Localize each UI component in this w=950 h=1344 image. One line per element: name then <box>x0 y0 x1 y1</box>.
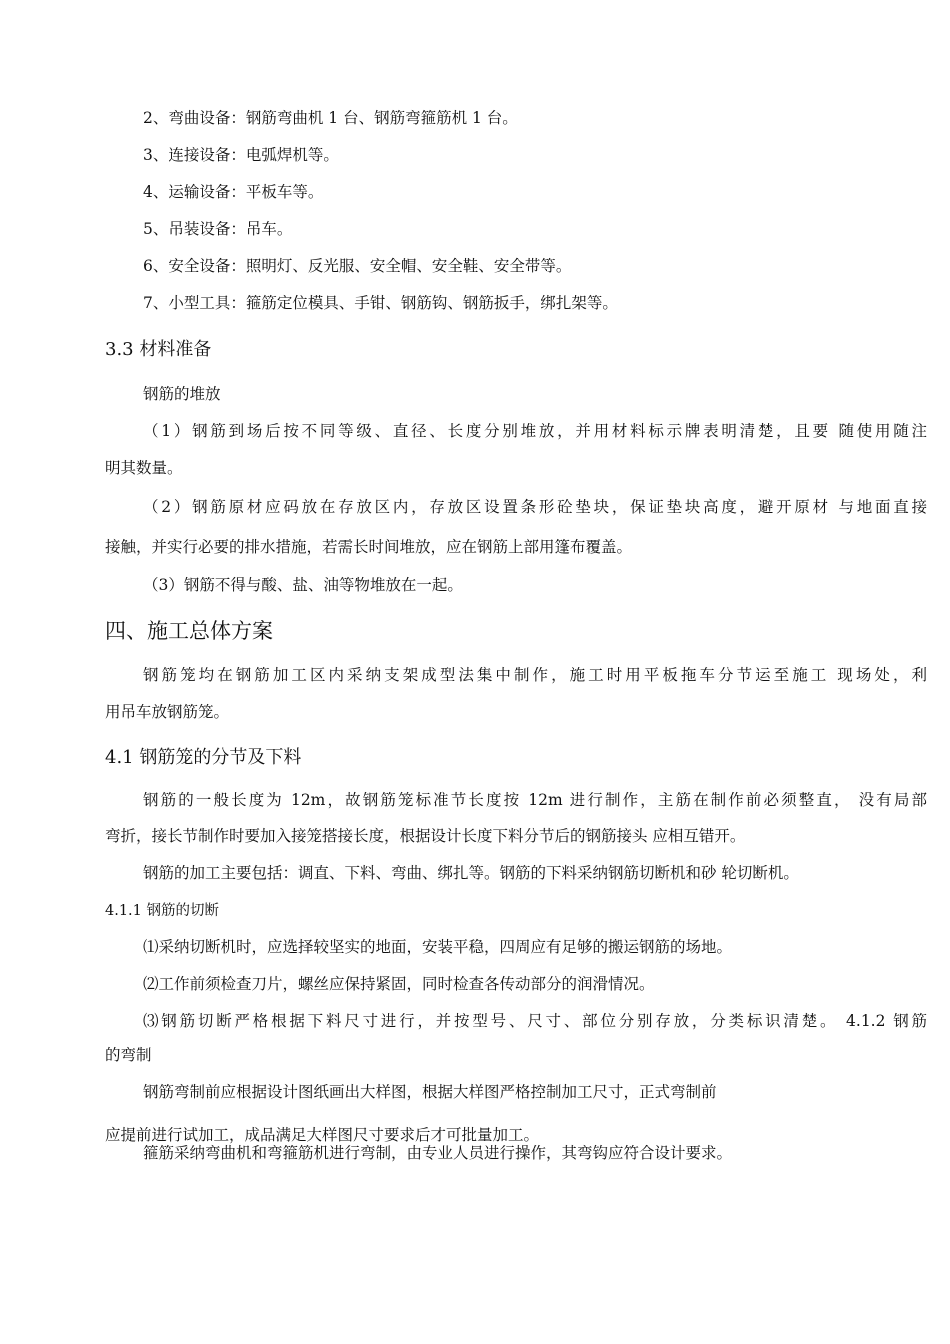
storage-para-2-line-1: （2）钢筋原材应码放在存放区内，存放区设置条形砼垫块，保证垫块高度，避开原材 与地面直接 <box>143 498 927 516</box>
equipment-item-bending: 2、弯曲设备：钢筋弯曲机 1 台、钢筋弯箍筋机 1 台。 <box>143 109 518 127</box>
subheading-rebar-storage: 钢筋的堆放 <box>143 385 221 403</box>
equipment-item-transport: 4、运输设备：平板车等。 <box>143 183 324 201</box>
cutting-item-1: ⑴采纳切断机时，应选择较坚实的地面，安装平稳，四周应有足够的搬运钢筋的场地。 <box>143 938 733 956</box>
cutting-item-3-line-2: 的弯制 <box>105 1046 152 1064</box>
storage-para-3: （3）钢筋不得与酸、盐、油等物堆放在一起。 <box>143 576 463 594</box>
storage-para-1-line-2: 明其数量。 <box>105 459 183 477</box>
equipment-item-safety: 6、安全设备：照明灯、反光服、安全帽、安全鞋、安全带等。 <box>143 257 572 275</box>
section-heading-3-3: 3.3 材料准备 <box>105 339 212 360</box>
storage-para-1-line-1: （1）钢筋到场后按不同等级、直径、长度分别堆放，并用材料标示牌表明清楚，且要 随使用随注 <box>143 422 927 440</box>
equipment-item-small-tools: 7、小型工具：箍筋定位模具、手钳、钢筋钩、钢筋扳手，绑扎架等。 <box>143 294 618 312</box>
plan-para-line-1: 钢筋笼均在钢筋加工区内采纳支架成型法集中制作，施工时用平板拖车分节运至施工 现场处，利 <box>143 666 927 684</box>
section-heading-4: 四、施工总体方案 <box>105 619 273 643</box>
section-heading-4-1: 4.1 钢筋笼的分节及下料 <box>105 747 302 768</box>
equipment-item-hoisting: 5、吊装设备：吊车。 <box>143 220 293 238</box>
equipment-item-connecting: 3、连接设备：电弧焊机等。 <box>143 146 339 164</box>
heading-4-1-1: 4.1.1 钢筋的切断 <box>105 903 220 919</box>
processing-para: 钢筋的加工主要包括：调直、下料、弯曲、绑扎等。钢筋的下料采纳钢筋切断机和砂 轮切断机。 <box>143 864 799 882</box>
bending-para-line-2: 应提前进行试加工，成品满足大样图尺寸要求后才可批量加工。 <box>105 1126 540 1144</box>
stirrup-para: 箍筋采纳弯曲机和弯箍筋机进行弯制，由专业人员进行操作，其弯钩应符合设计要求。 <box>143 1144 733 1162</box>
storage-para-2-line-2: 接触，并实行必要的排水措施，若需长时间堆放，应在钢筋上部用篷布覆盖。 <box>105 538 633 556</box>
cutting-item-2: ⑵工作前须检查刀片，螺丝应保持紧固，同时检查各传动部分的润滑情况。 <box>143 975 655 993</box>
plan-para-line-2: 用吊车放钢筋笼。 <box>105 703 230 721</box>
length-para-line-1: 钢筋的一般长度为 12m，故钢筋笼标准节长度按 12m 进行制作，主筋在制作前必须整直， 没有局部 <box>143 791 927 809</box>
bending-para-line-1: 钢筋弯制前应根据设计图纸画出大样图，根据大样图严格控制加工尺寸，正式弯制前 <box>143 1083 717 1101</box>
cutting-item-3-line-1: ⑶钢筋切断严格根据下料尺寸进行，并按型号、尺寸、部位分别存放，分类标识清楚。 4.1.2 钢筋 <box>143 1012 927 1030</box>
length-para-line-2: 弯折，接长节制作时要加入接笼搭接长度，根据设计长度下料分节后的钢筋接头 应相互错开。 <box>105 827 746 845</box>
